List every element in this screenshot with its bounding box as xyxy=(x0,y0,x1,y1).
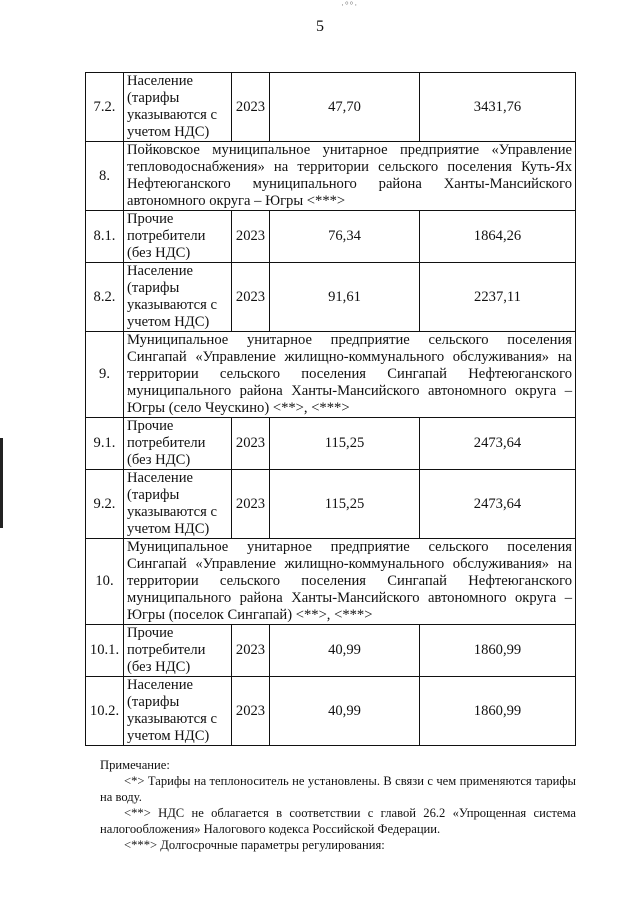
consumer-category: Население (тарифы указываются с учетом НДС) xyxy=(124,263,232,332)
row-number: 9. xyxy=(86,332,124,418)
row-number: 9.1. xyxy=(86,418,124,470)
tariff-value-2: 2473,64 xyxy=(420,418,576,470)
consumer-category: Прочие потребители (без НДС) xyxy=(124,625,232,677)
consumer-category: Население (тарифы указываются с учетом НДС) xyxy=(124,73,232,142)
tariff-value-1: 115,25 xyxy=(270,418,420,470)
tariff-value-2: 2237,11 xyxy=(420,263,576,332)
row-number: 8.2. xyxy=(86,263,124,332)
table-row xyxy=(86,263,576,332)
tariff-value-2: 2473,64 xyxy=(420,470,576,539)
notes-section xyxy=(100,757,576,853)
year-cell: 2023 xyxy=(232,263,270,332)
tariff-value-2: 1864,26 xyxy=(420,211,576,263)
consumer-category: Население (тарифы указываются с учетом НДС) xyxy=(124,677,232,746)
tariff-value-1: 76,34 xyxy=(270,211,420,263)
consumer-category: Население (тарифы указываются с учетом НДС) xyxy=(124,470,232,539)
year-cell: 2023 xyxy=(232,211,270,263)
tariff-value-1: 47,70 xyxy=(270,73,420,142)
row-number: 10.1. xyxy=(86,625,124,677)
table-row xyxy=(86,470,576,539)
row-number: 8.1. xyxy=(86,211,124,263)
row-number: 8. xyxy=(86,142,124,211)
consumer-category: Прочие потребители (без НДС) xyxy=(124,211,232,263)
page-number: 5 xyxy=(316,18,324,35)
row-number: 10.2. xyxy=(86,677,124,746)
tariff-value-2: 1860,99 xyxy=(420,677,576,746)
organization-name: Пойковское муниципальное унитарное предприятие «Управление тепловодоснабжения» на территории сельского поселения Куть-Ях Нефтеюганского муниципального района Ханты-Мансийского автономного округа – Югры <***> xyxy=(124,142,576,211)
organization-row xyxy=(86,332,576,418)
row-number: 10. xyxy=(86,539,124,625)
notes-heading: Примечание: xyxy=(100,758,170,772)
tariff-value-1: 40,99 xyxy=(270,625,420,677)
tariff-value-2: 1860,99 xyxy=(420,625,576,677)
table-row xyxy=(86,625,576,677)
row-number: 7.2. xyxy=(86,73,124,142)
tariff-value-1: 40,99 xyxy=(270,677,420,746)
table-row xyxy=(86,73,576,142)
organization-name: Муниципальное унитарное предприятие сельского поселения Сингапай «Управление жилищно-коммунального обслуживания» на территории сельского поселения Сингапай Нефтеюганского муниципального района Ханты-Мансийского автономного округа – Югры (поселок Сингапай) <**>, <***> xyxy=(124,539,576,625)
year-cell: 2023 xyxy=(232,470,270,539)
note-item: <***> Долгосрочные параметры регулирования: xyxy=(124,838,385,852)
tariff-value-2: 3431,76 xyxy=(420,73,576,142)
note-item: <*> Тарифы на теплоноситель не установлены. В связи с чем применяются тарифы на воду. xyxy=(100,774,576,804)
table-row xyxy=(86,677,576,746)
year-cell: 2023 xyxy=(232,625,270,677)
note-item: <**> НДС не облагается в соответствии с главой 26.2 «Упрощенная система налогообложения» Налогового кодекса Российской Федерации. xyxy=(100,806,576,836)
year-cell: 2023 xyxy=(232,73,270,142)
scan-edge-mark xyxy=(0,438,3,528)
scan-mark: ·°°· xyxy=(341,0,359,10)
year-cell: 2023 xyxy=(232,418,270,470)
organization-row xyxy=(86,142,576,211)
tariff-table xyxy=(85,72,576,746)
tariff-value-1: 91,61 xyxy=(270,263,420,332)
tariff-table-body xyxy=(86,73,576,746)
table-row xyxy=(86,418,576,470)
table-row xyxy=(86,211,576,263)
organization-name: Муниципальное унитарное предприятие сельского поселения Сингапай «Управление жилищно-коммунального обслуживания» на территории сельского поселения Сингапай Нефтеюганского муниципального района Ханты-Мансийского автономного округа – Югры (село Чеускино) <**>, <***> xyxy=(124,332,576,418)
year-cell: 2023 xyxy=(232,677,270,746)
tariff-value-1: 115,25 xyxy=(270,470,420,539)
row-number: 9.2. xyxy=(86,470,124,539)
consumer-category: Прочие потребители (без НДС) xyxy=(124,418,232,470)
organization-row xyxy=(86,539,576,625)
